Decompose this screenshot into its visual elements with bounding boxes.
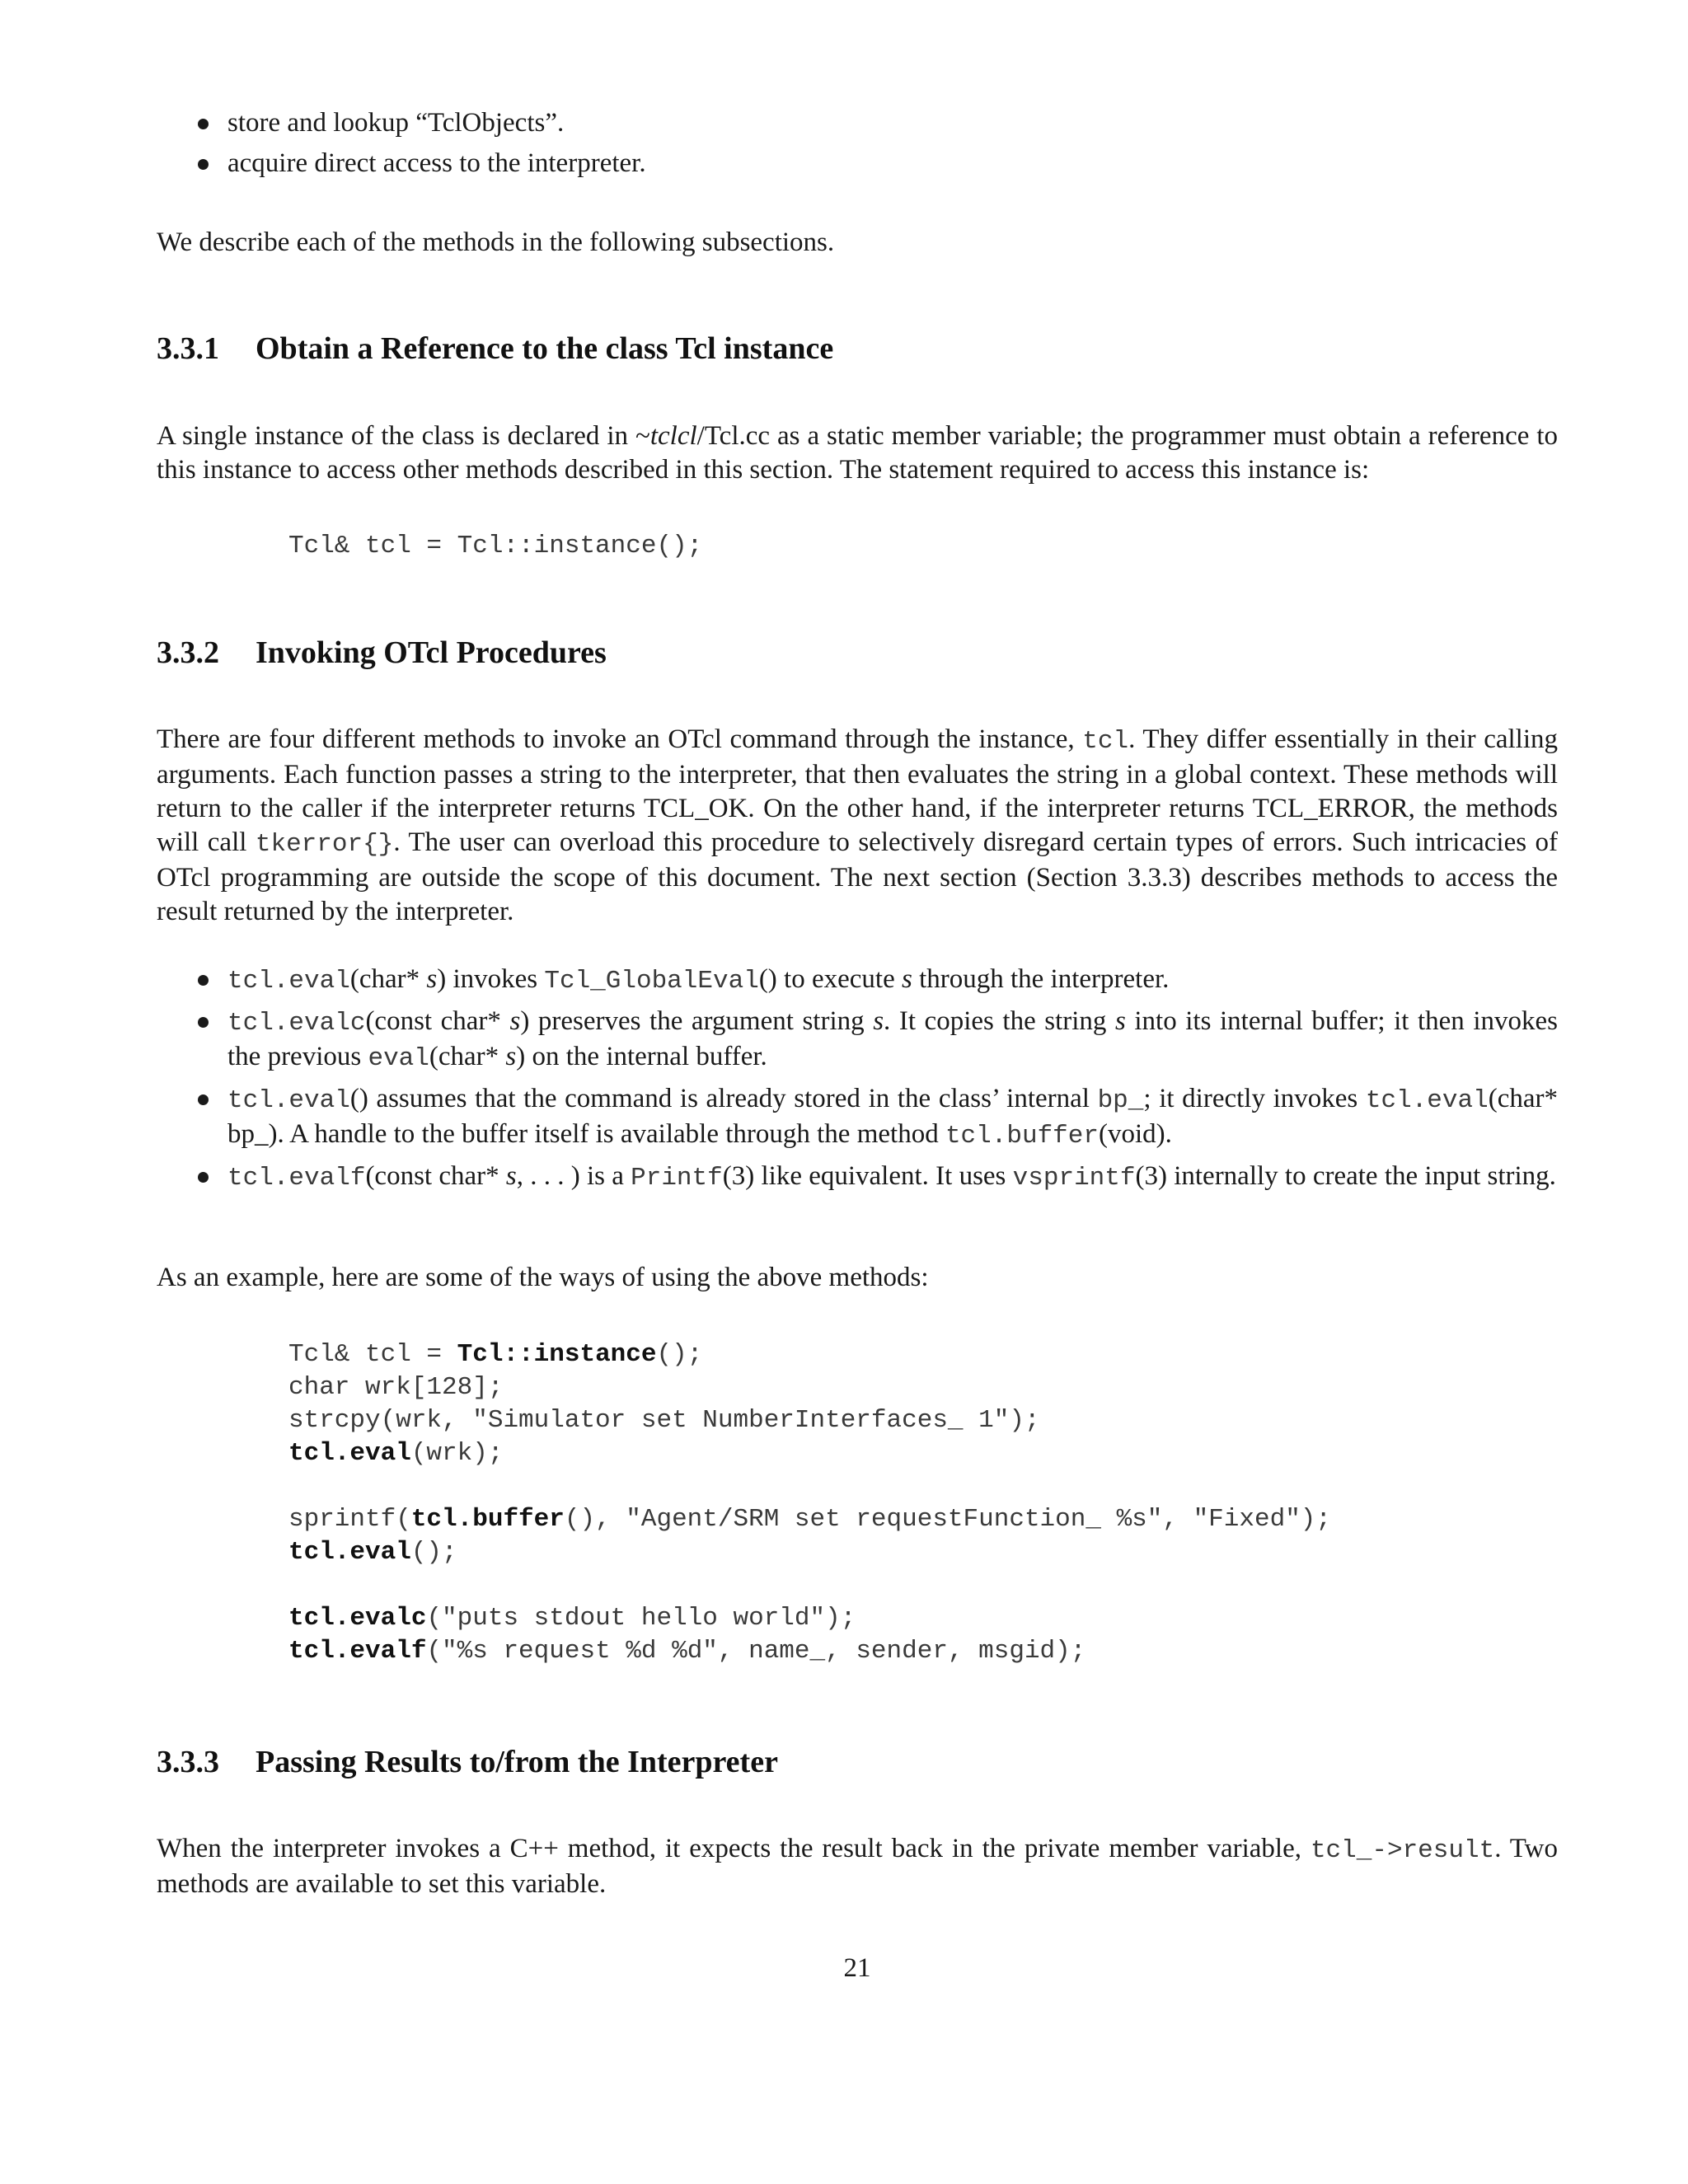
list-item: tcl.eval() assumes that the command is already stored in the class’ internal bp_; it directly invokes tcl.eval(char* bp_). A handle to the buffer itself is available through the method tcl.buffer(void).	[198, 1082, 1558, 1153]
list-item: acquire direct access to the interpreter.	[198, 147, 1558, 187]
section-3-3-3-paragraph: When the interpreter invokes a C++ method, it expects the result back in the private member variable, tcl_->result. Two methods are available to set this variable.	[157, 1834, 1558, 1899]
method-list	[198, 963, 1558, 1202]
section-heading-3-3-2: 3.3.2 Invoking OTcl Procedures	[157, 635, 607, 670]
section-heading-3-3-3: 3.3.3 Passing Results to/from the Interpreter	[157, 1745, 778, 1779]
list-item: tcl.eval(char* s) invokes Tcl_GlobalEval() to execute s through the interpreter.	[198, 963, 1558, 998]
bullet-icon	[198, 975, 209, 986]
section-3-3-1-paragraph: A single instance of the class is declared in ~tclcl/Tcl.cc as a static member variable; the programmer must obtain a reference to this instance to access other methods described in this section. The statement required to access this instance is:	[157, 421, 1559, 485]
example-intro: As an example, here are some of the ways of using the above methods:	[157, 1263, 929, 1292]
list-item: store and lookup “TclObjects”.	[198, 106, 1558, 147]
bullet-icon	[198, 1017, 209, 1028]
code-block-examples: Tcl& tcl = Tcl::instance(); char wrk[128]; strcpy(wrk, "Simulator set NumberInterfaces_ 1"); tcl.eval(wrk); sprintf(tcl.buffer(), "Agent/SRM set requestFunction_ %s", "Fixed"); tcl.eval(); tcl.evalc("puts stdout hello world"); tcl.evalf("%s request %d %d", name_, sender, msgid);	[288, 1340, 1332, 1666]
list-item: tcl.evalc(const char* s) preserves the argument string s. It copies the string s into its internal buffer; it then invokes the previous eval(char* s) on the internal buffer.	[198, 1005, 1558, 1076]
bullet-icon	[198, 119, 209, 129]
intro-paragraph: We describe each of the methods in the following subsections.	[157, 227, 835, 257]
bullet-icon	[198, 1172, 209, 1183]
page-number: 21	[843, 1953, 871, 1983]
bullet-icon	[198, 159, 209, 170]
section-heading-3-3-1: 3.3.1 Obtain a Reference to the class Tcl instance	[157, 331, 834, 366]
intro-bullet-list	[198, 106, 1558, 187]
section-3-3-2-paragraph: There are four different methods to invoke an OTcl command through the instance, tcl. They differ essentially in their calling arguments. Each function passes a string to the interpreter, that then evaluates the string in a global context. These methods will return to the caller if the interpreter returns TCL_OK. On the other hand, if the interpreter returns TCL_ERROR, the methods will call tkerror{}. The user can overload this procedure to selectively disregard certain types of errors. Such intricacies of OTcl programming are outside the scope of this document. The next section (Section 3.3.3) describes methods to access the result returned by the interpreter.	[157, 724, 1559, 926]
list-item: tcl.evalf(const char* s, . . . ) is a Printf(3) like equivalent. It uses vsprintf(3) internally to create the input string.	[198, 1160, 1558, 1195]
bullet-icon	[198, 1094, 209, 1105]
code-block-instance: Tcl& tcl = Tcl::instance();	[288, 532, 703, 560]
